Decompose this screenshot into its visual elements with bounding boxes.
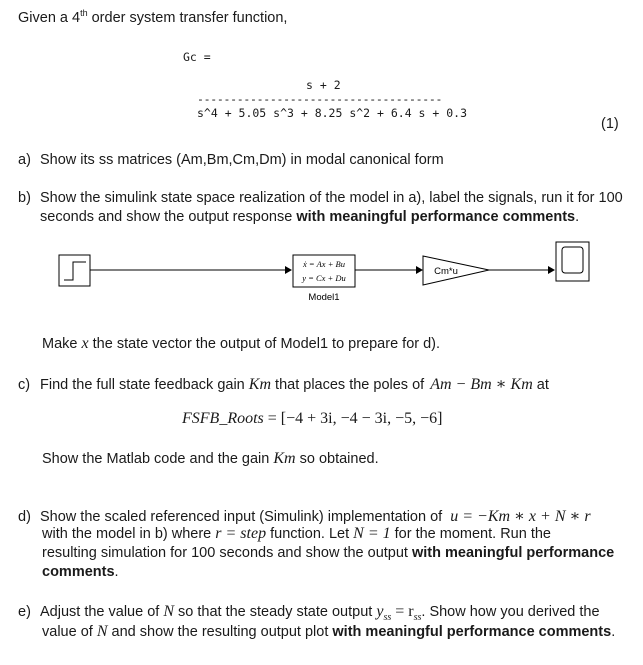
part-c: c) Find the full state feedback gain Km that places the poles of Am − Bm ∗ Km at (18, 376, 549, 393)
intro-line: Given a 4th order system transfer function, (18, 8, 288, 26)
tf-denominator: s^4 + 5.05 s^3 + 8.25 s^2 + 6.4 s + 0.3 (197, 106, 468, 120)
arrow-model-to-gain (416, 266, 423, 274)
scope-block[interactable] (556, 242, 589, 281)
fsfb-roots-equation: FSFB_Roots = [−4 + 3i, −4 − 3i, −5, −6] (182, 410, 443, 427)
part-b-line2: seconds and show the output response with meaningful performance comments. (40, 209, 580, 225)
state-vector-note: Make x the state vector the output of Model1 to prepare for d). (42, 335, 441, 352)
part-d-line4: comments. (42, 564, 119, 580)
state-space-block[interactable] (293, 255, 355, 287)
part-d-line3: resulting simulation for 100 seconds and show the output with meaningful performance (42, 545, 615, 561)
part-c-show: Show the Matlab code and the gain Km so obtained. (42, 450, 379, 467)
part-d-line1: d) Show the scaled referenced input (Simulink) implementation of u = −Km ∗ x + N ∗ r (18, 508, 591, 525)
simulink-diagram (0, 240, 643, 310)
tf-numerator: s + 2 (306, 78, 341, 92)
equation-number: (1) (601, 116, 619, 132)
gain-block[interactable] (423, 256, 489, 285)
part-e-line1: e) Adjust the value of N so that the steady state output $y_{ss} = r_{ss}$. Show how you derived the (18, 603, 600, 624)
step-block[interactable] (59, 255, 90, 286)
part-d-line2: with the model in b) where r = step function. Let N = 1 for the moment. Run the (42, 525, 551, 542)
part-e-line2: value of N and show the resulting output plot with meaningful performance comments. (42, 623, 616, 640)
part-a: a) Show its ss matrices (Am,Bm,Cm,Dm) in modal canonical form (18, 152, 444, 168)
tf-lhs: Gc = (183, 50, 211, 64)
arrow-step-to-model (285, 266, 292, 274)
part-b-line1: b) Show the simulink state space realization of the model in a), label the signals, run it for 100 (18, 190, 623, 206)
ss-equation-2: y = Cx + Du (302, 273, 346, 283)
tf-divider: ------------------------------------- (197, 92, 443, 106)
gain-label: Cm*u (434, 266, 458, 277)
arrow-gain-to-scope (548, 266, 555, 274)
ss-block-name: Model1 (308, 292, 340, 303)
ss-equation-1: ẋ = Ax + Bu (303, 259, 345, 269)
